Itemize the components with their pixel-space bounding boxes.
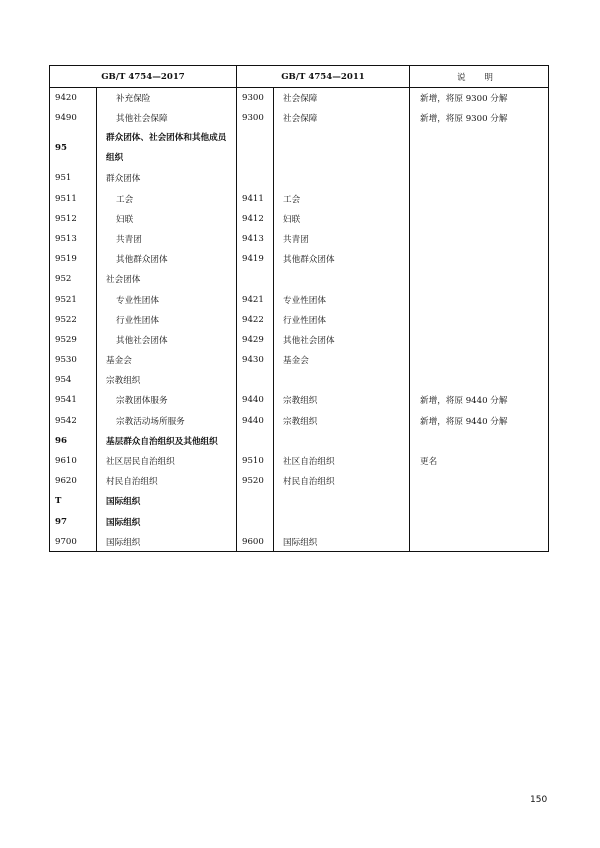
table-row <box>50 229 549 249</box>
name-2017: 其他群众团体 <box>97 249 237 269</box>
name-2017: 专业性团体 <box>97 289 237 309</box>
name-2011: 基金会 <box>274 350 410 370</box>
code-2017: 9512 <box>50 209 97 229</box>
page-number: 150 <box>530 795 548 805</box>
header-explanation: 说 明 <box>410 66 549 88</box>
code-2017: 9620 <box>50 471 97 491</box>
code-2011 <box>237 269 274 289</box>
table-row <box>50 289 549 309</box>
table-row <box>50 330 549 350</box>
name-2017: 群众团体、社会团体和其他成员组织 <box>97 128 237 168</box>
name-2011 <box>274 511 410 531</box>
name-2011 <box>274 370 410 390</box>
name-2017: 宗教活动场所服务 <box>97 411 237 431</box>
name-2011: 专业性团体 <box>274 289 410 309</box>
table-row <box>50 451 549 471</box>
code-2017: 9521 <box>50 289 97 309</box>
code-2017: 9610 <box>50 451 97 471</box>
table-row <box>50 249 549 269</box>
name-2017: 村民自治组织 <box>97 471 237 491</box>
explanation-note <box>410 209 549 229</box>
table-row <box>50 411 549 431</box>
code-2011: 9413 <box>237 229 274 249</box>
name-2017: 妇联 <box>97 209 237 229</box>
code-2017: 9542 <box>50 411 97 431</box>
name-2011 <box>274 269 410 289</box>
code-2011: 9440 <box>237 411 274 431</box>
code-2017: 954 <box>50 370 97 390</box>
classification-comparison-table <box>49 65 549 552</box>
name-2017: 宗教团体服务 <box>97 390 237 410</box>
table-row <box>50 431 549 451</box>
table-row <box>50 350 549 370</box>
table-row <box>50 471 549 491</box>
code-2011: 9429 <box>237 330 274 350</box>
explanation-note <box>410 511 549 531</box>
explanation-note <box>410 168 549 188</box>
table-row <box>50 269 549 289</box>
name-2011 <box>274 491 410 511</box>
table-row <box>50 88 549 108</box>
code-2011: 9412 <box>237 209 274 229</box>
code-2017: 9529 <box>50 330 97 350</box>
table-row <box>50 310 549 330</box>
code-2017: 9700 <box>50 532 97 552</box>
table-row <box>50 370 549 390</box>
table-row <box>50 491 549 511</box>
code-2017: 951 <box>50 168 97 188</box>
name-2011 <box>274 168 410 188</box>
table-row <box>50 188 549 208</box>
name-2017: 社区居民自治组织 <box>97 451 237 471</box>
explanation-note <box>410 431 549 451</box>
explanation-note: 新增，将原 9440 分解 <box>420 416 508 427</box>
name-2017: 共青团 <box>97 229 237 249</box>
name-2011: 社会保障 <box>274 108 410 128</box>
explanation-note <box>410 249 549 269</box>
name-2011: 国际组织 <box>274 532 410 552</box>
explanation-note: 新增，将原 9440 分解 <box>420 396 508 407</box>
name-2011: 其他社会团体 <box>274 330 410 350</box>
explanation-note <box>410 330 549 350</box>
name-2017: 补充保险 <box>97 88 237 108</box>
code-2017: 9513 <box>50 229 97 249</box>
code-2017: 95 <box>50 128 97 168</box>
name-2017: 行业性团体 <box>97 310 237 330</box>
code-2011 <box>237 128 274 168</box>
name-2017: 国际组织 <box>97 511 237 531</box>
code-2011: 9430 <box>237 350 274 370</box>
name-2011: 妇联 <box>274 209 410 229</box>
explanation-note <box>410 128 549 168</box>
explanation-note <box>410 370 549 390</box>
table-row <box>50 390 549 410</box>
code-2011 <box>237 431 274 451</box>
name-2017: 基层群众自治组织及其他组织 <box>97 431 237 451</box>
name-2017: 基金会 <box>97 350 237 370</box>
name-2011: 社会保障 <box>274 88 410 108</box>
name-2017: 宗教组织 <box>97 370 237 390</box>
explanation-note: 更名 <box>420 457 438 467</box>
code-2017: 9522 <box>50 310 97 330</box>
name-2011 <box>274 431 410 451</box>
code-2017: 97 <box>50 511 97 531</box>
code-2011: 9422 <box>237 310 274 330</box>
explanation-note <box>410 229 549 249</box>
code-2017: 9530 <box>50 350 97 370</box>
header-gb2011: GB/T 4754—2011 <box>237 66 410 88</box>
name-2011: 社区自治组织 <box>274 451 410 471</box>
explanation-note <box>410 269 549 289</box>
name-2017: 工会 <box>97 188 237 208</box>
code-2011: 9421 <box>237 289 274 309</box>
code-2011: 9510 <box>237 451 274 471</box>
name-2011 <box>274 128 410 168</box>
name-2017: 其他社会保障 <box>97 108 237 128</box>
name-2011: 宗教组织 <box>274 390 410 410</box>
explanation-note <box>410 350 549 370</box>
table-row <box>50 108 549 128</box>
explanation-note <box>410 310 549 330</box>
header-gb2017: GB/T 4754—2017 <box>50 66 237 88</box>
name-2017: 国际组织 <box>97 532 237 552</box>
code-2011: 9300 <box>237 88 274 108</box>
code-2011: 9411 <box>237 188 274 208</box>
code-2011 <box>237 370 274 390</box>
code-2011: 9440 <box>237 390 274 410</box>
name-2011: 其他群众团体 <box>274 249 410 269</box>
table-body <box>50 88 549 552</box>
explanation-note <box>410 532 549 552</box>
table-row <box>50 168 549 188</box>
name-2011: 宗教组织 <box>274 411 410 431</box>
explanation-note: 新增，将原 9300 分解 <box>420 93 508 104</box>
explanation-note <box>410 188 549 208</box>
name-2011: 村民自治组织 <box>274 471 410 491</box>
table-row <box>50 532 549 552</box>
name-2011: 工会 <box>274 188 410 208</box>
table-row <box>50 209 549 229</box>
code-2011: 9520 <box>237 471 274 491</box>
code-2011: 9300 <box>237 108 274 128</box>
code-2011 <box>237 168 274 188</box>
code-2017: 9519 <box>50 249 97 269</box>
name-2011: 共青团 <box>274 229 410 249</box>
explanation-note <box>410 289 549 309</box>
explanation-note: 新增，将原 9300 分解 <box>420 113 508 124</box>
code-2017: 9420 <box>50 88 97 108</box>
name-2017: 群众团体 <box>97 168 237 188</box>
code-2017: 9490 <box>50 108 97 128</box>
code-2011 <box>237 491 274 511</box>
name-2017: 国际组织 <box>97 491 237 511</box>
explanation-note <box>410 491 549 511</box>
name-2017: 社会团体 <box>97 269 237 289</box>
code-2017: 9511 <box>50 188 97 208</box>
code-2017: 9541 <box>50 390 97 410</box>
code-2017: 96 <box>50 431 97 451</box>
table-row <box>50 511 549 531</box>
table-header-row <box>50 66 549 88</box>
explanation-note <box>410 471 549 491</box>
code-2017: T <box>50 491 97 511</box>
code-2017: 952 <box>50 269 97 289</box>
name-2011: 行业性团体 <box>274 310 410 330</box>
code-2011: 9419 <box>237 249 274 269</box>
table-row <box>50 128 549 168</box>
name-2017: 其他社会团体 <box>97 330 237 350</box>
code-2011: 9600 <box>237 532 274 552</box>
classification-table-container <box>49 65 548 552</box>
code-2011 <box>237 511 274 531</box>
